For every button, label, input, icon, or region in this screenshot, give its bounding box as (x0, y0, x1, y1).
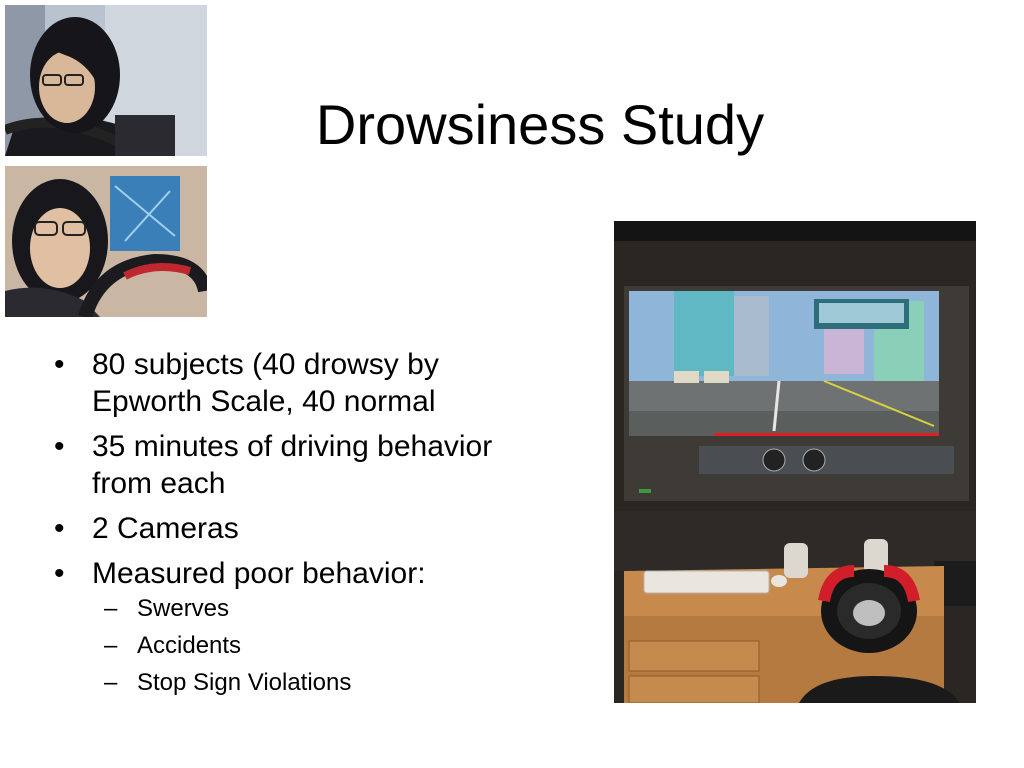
sub-bullet-item (92, 631, 572, 661)
bullet-item (52, 346, 572, 420)
bullet-item (52, 555, 572, 698)
bullet-line: Measured poor behavior: (92, 557, 426, 590)
driver-webcam-photo-bottom (5, 166, 207, 317)
sub-bullet-item (92, 594, 572, 624)
bullet-glyph: • (54, 430, 65, 463)
bullet-item (52, 428, 572, 502)
sub-bullet-item (92, 668, 572, 698)
bullet-glyph: • (54, 512, 65, 545)
sub-bullet-list (92, 594, 572, 698)
sub-bullet-glyph: – (104, 595, 118, 622)
bullet-line: from each (92, 467, 226, 500)
bullet-glyph: • (54, 348, 65, 381)
sub-bullet-text: Swerves (137, 595, 230, 622)
sub-bullet-glyph: – (104, 632, 118, 659)
sub-bullet-glyph: – (104, 669, 118, 696)
driving-simulator-photo (614, 221, 976, 703)
bullet-line: 80 subjects (40 drowsy by (92, 348, 439, 381)
sub-bullet-text: Stop Sign Violations (137, 669, 352, 696)
bullet-line: 2 Cameras (92, 512, 239, 545)
bullet-list (52, 346, 572, 706)
slide-title: Drowsiness Study (315, 93, 765, 156)
driver-webcam-photo-top (5, 5, 207, 156)
bullet-line: 35 minutes of driving behavior (92, 430, 493, 463)
sub-bullet-text: Accidents (137, 632, 242, 659)
bullet-line: Epworth Scale, 40 normal (92, 385, 436, 418)
bullet-item (52, 510, 572, 547)
bullet-glyph: • (54, 557, 65, 590)
